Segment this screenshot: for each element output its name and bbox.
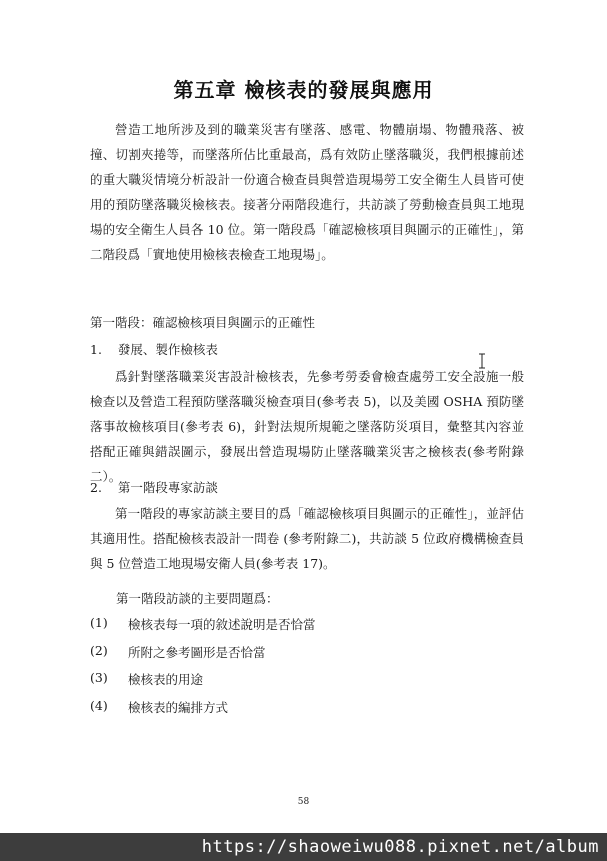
question-text: 檢核表的編排方式 bbox=[128, 700, 229, 715]
text-cursor-icon bbox=[478, 353, 486, 369]
question-number: (1) bbox=[90, 615, 108, 630]
question-text: 所附之參考圖形是否恰當 bbox=[128, 645, 266, 660]
question-number: (3) bbox=[90, 670, 108, 685]
page-number: 58 bbox=[297, 797, 310, 807]
stage1-heading: 第一階段：確認檢核項目與圖示的正確性 bbox=[90, 315, 316, 330]
question-item bbox=[90, 615, 316, 632]
questions-intro: 第一階段訪談的主要問題爲： bbox=[116, 591, 279, 606]
question-number: (2) bbox=[90, 643, 108, 658]
intro-paragraph: 營造工地所涉及到的職業災害有墜落、感電、物體崩塌、物體飛落、被撞、切割夾捲等，而墜落所佔比重最高，爲有效防止墜落職災，我們根據前述的重大職災情境分析設計一份適合檢查員與營造現場勞工安全衛生人員皆可使用的預防墜落職災檢核表。接著分兩階段進行，共訪談了勞動檢查員與工地現場的安全衛生人員各 10 位。第一階段爲「確認檢核項目與圖示的正確性」，第二階段爲「實地使用檢核表檢查工地現場」。 bbox=[90, 122, 524, 262]
section1-paragraph: 爲針對墜落職業災害設計檢核表，先參考勞委會檢查處勞工安全設施一般檢查以及營造工程預防墜落職災檢查項目(參考表 5)，以及美國 OSHA 預防墜落事故檢核項目(參考表 6)，針對法規所規範之墜落防災項目，彙整其內容並搭配正確與錯誤圖示，發展出營造現場防止墜落職業災害之檢核表(參考附錄二）。 bbox=[90, 369, 524, 484]
chapter-title: 第五章 檢核表的發展與應用 bbox=[173, 78, 434, 102]
question-text: 檢核表每一項的敘述說明是否恰當 bbox=[128, 617, 316, 632]
question-item bbox=[90, 643, 266, 660]
question-number: (4) bbox=[90, 698, 108, 713]
section2-heading: 2. 第一階段專家訪談 bbox=[90, 480, 218, 495]
question-text: 檢核表的用途 bbox=[128, 672, 204, 687]
question-item bbox=[90, 698, 229, 715]
question-item bbox=[90, 670, 204, 687]
section2-paragraph: 第一階段的專家訪談主要目的爲「確認檢核項目與圖示的正確性」，並評估其適用性。搭配檢核表設計一問卷 (參考附錄二)，共訪談 5 位政府機構檢查員與 5 位營造工地現場安衛人員(參考表 17)。 bbox=[90, 506, 524, 571]
watermark-url: https://shaoweiwu088.pixnet.net/album bbox=[0, 833, 607, 861]
section1-heading: 1. 發展、製作檢核表 bbox=[90, 342, 218, 357]
